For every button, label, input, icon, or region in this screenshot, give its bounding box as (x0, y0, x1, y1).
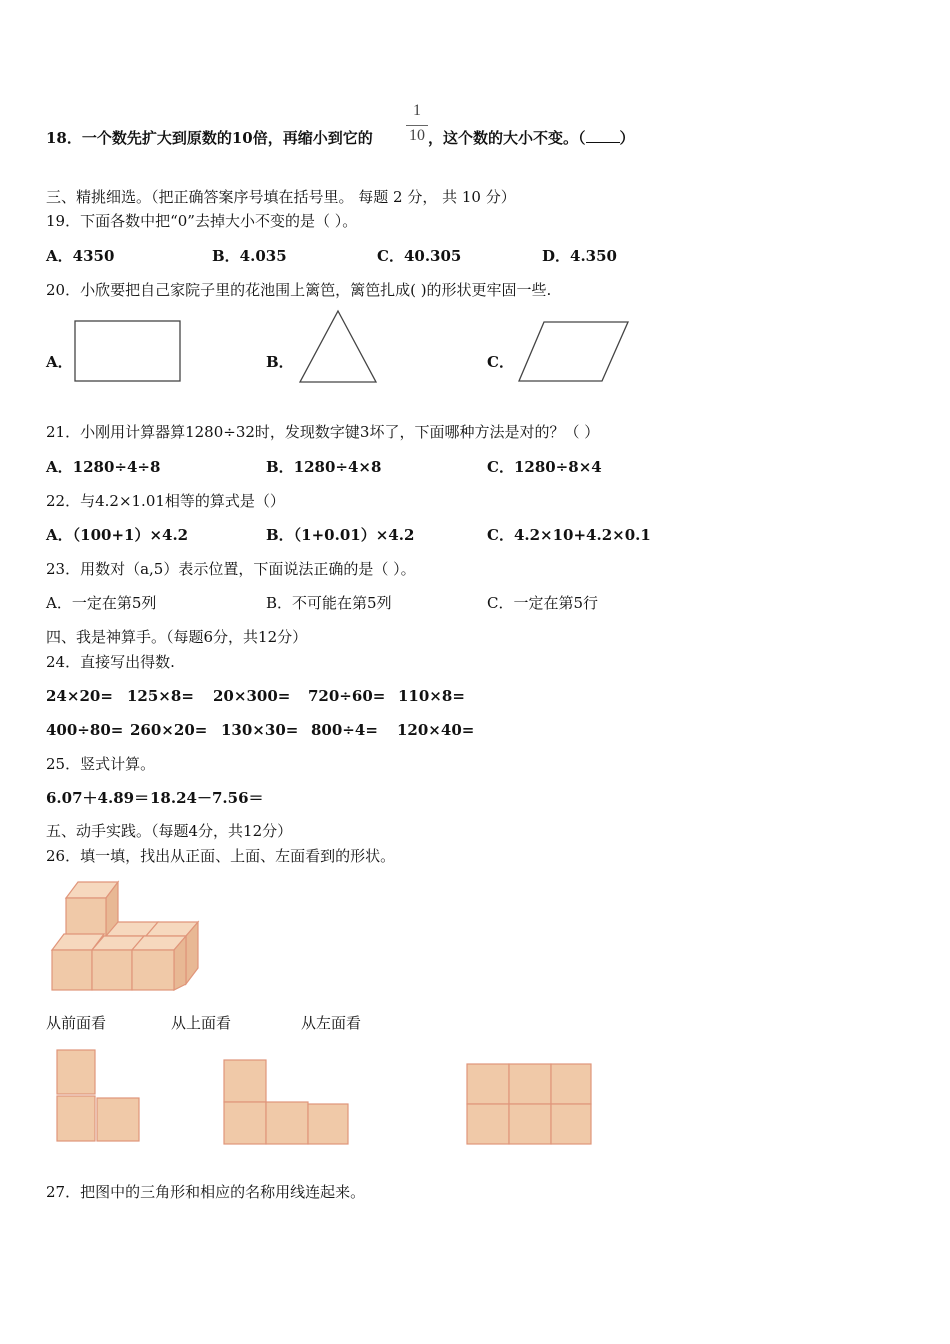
question-25: 25．竖式计算。 (46, 755, 156, 773)
calc-item: 130×30= (221, 721, 299, 739)
triangle-shape (298, 310, 378, 384)
view-label-left: 从左面看 (301, 1014, 362, 1032)
q21-option-a[interactable]: A．1280÷4÷8 (46, 458, 161, 476)
q18-text-after: ，这个数的大小不变。（ (428, 129, 586, 147)
question-23: 23．用数对（a,5）表示位置，下面说法正确的是（ ）。 (46, 560, 416, 578)
q21-option-c[interactable]: C．1280÷8×4 (487, 458, 602, 476)
q23-option-b[interactable]: B．不可能在第5列 (266, 594, 392, 612)
q21-option-b[interactable]: B．1280÷4×8 (266, 458, 382, 476)
view-shape-3[interactable] (465, 1062, 595, 1146)
answer-blank[interactable] (586, 142, 620, 143)
fraction-denominator: 10 (409, 127, 425, 144)
q19-option-c[interactable]: C．40.305 (377, 247, 462, 265)
calc-item: 20×300= (213, 687, 291, 705)
calc-item: 400÷80= (46, 721, 124, 739)
q20-label-b[interactable]: B． (266, 353, 294, 371)
q22-option-b[interactable]: B．（1+0.01）×4.2 (266, 526, 415, 544)
calc-item: 720÷60= (308, 687, 386, 705)
calc-item: 24×20= (46, 687, 113, 705)
question-22: 22．与4.2×1.01相等的算式是（） (46, 492, 285, 510)
calc-item: 120×40= (397, 721, 475, 739)
q19-option-b[interactable]: B．4.035 (212, 247, 287, 265)
calc-item: 800÷4= (311, 721, 378, 739)
calc-item: 260×20= (130, 721, 208, 739)
parallelogram-shape (518, 321, 630, 383)
view-shape-1[interactable] (55, 1050, 143, 1144)
rectangle-shape (74, 320, 182, 382)
question-18 (46, 128, 373, 148)
section-5-title: 五、动手实践。（每题4分，共12分） (46, 822, 293, 840)
question-19: 19．下面各数中把“0”去掉大小不变的是（ ）。 (46, 212, 358, 230)
calc-item: 125×8= (127, 687, 194, 705)
question-27: 27．把图中的三角形和相应的名称用线连起来。 (46, 1183, 366, 1201)
q18-tail (428, 128, 635, 148)
question-21: 21．小刚用计算器算1280÷32时，发现数字键3坏了，下面哪种方法是对的？（ ） (46, 423, 600, 441)
q22-option-c[interactable]: C．4.2×10+4.2×0.1 (487, 526, 651, 544)
q22-option-a[interactable]: A．（100+1）×4.2 (46, 526, 189, 544)
q19-option-d[interactable]: D．4.350 (542, 247, 617, 265)
q18-close: ） (619, 129, 635, 147)
question-26: 26．填一填，找出从正面、上面、左面看到的形状。 (46, 847, 396, 865)
view-label-top: 从上面看 (171, 1014, 232, 1032)
q23-option-c[interactable]: C．一定在第5行 (487, 594, 599, 612)
section-3-title: 三、精挑细选。（把正确答案序号填在括号里。 每题 2 分， 共 10 分） (46, 188, 516, 206)
vertical-calc-item: 6.07＋4.89＝ (46, 789, 150, 807)
q19-option-a[interactable]: A．4350 (46, 247, 115, 265)
q18-text-before: 18．一个数先扩大到原数的10倍，再缩小到它的 (46, 129, 373, 147)
view-label-front: 从前面看 (46, 1014, 107, 1032)
question-20: 20．小欣要把自己家院子里的花池围上篱笆，篱笆扎成( )的形状更牢固一些. (46, 281, 552, 299)
section-4-title: 四、我是神算手。（每题6分，共12分） (46, 628, 308, 646)
vertical-calc-item: 18.24－7.56＝ (150, 789, 264, 807)
question-24: 24．直接写出得数. (46, 653, 175, 671)
q23-option-a[interactable]: A．一定在第5列 (46, 594, 157, 612)
q20-label-c[interactable]: C． (487, 353, 514, 371)
fraction-bar (406, 125, 428, 126)
cube-stack-figure (48, 878, 208, 994)
calc-item: 110×8= (398, 687, 465, 705)
fraction-numerator: 1 (413, 102, 421, 119)
view-shape-2[interactable] (222, 1058, 352, 1146)
q20-label-a[interactable]: A． (46, 353, 73, 371)
